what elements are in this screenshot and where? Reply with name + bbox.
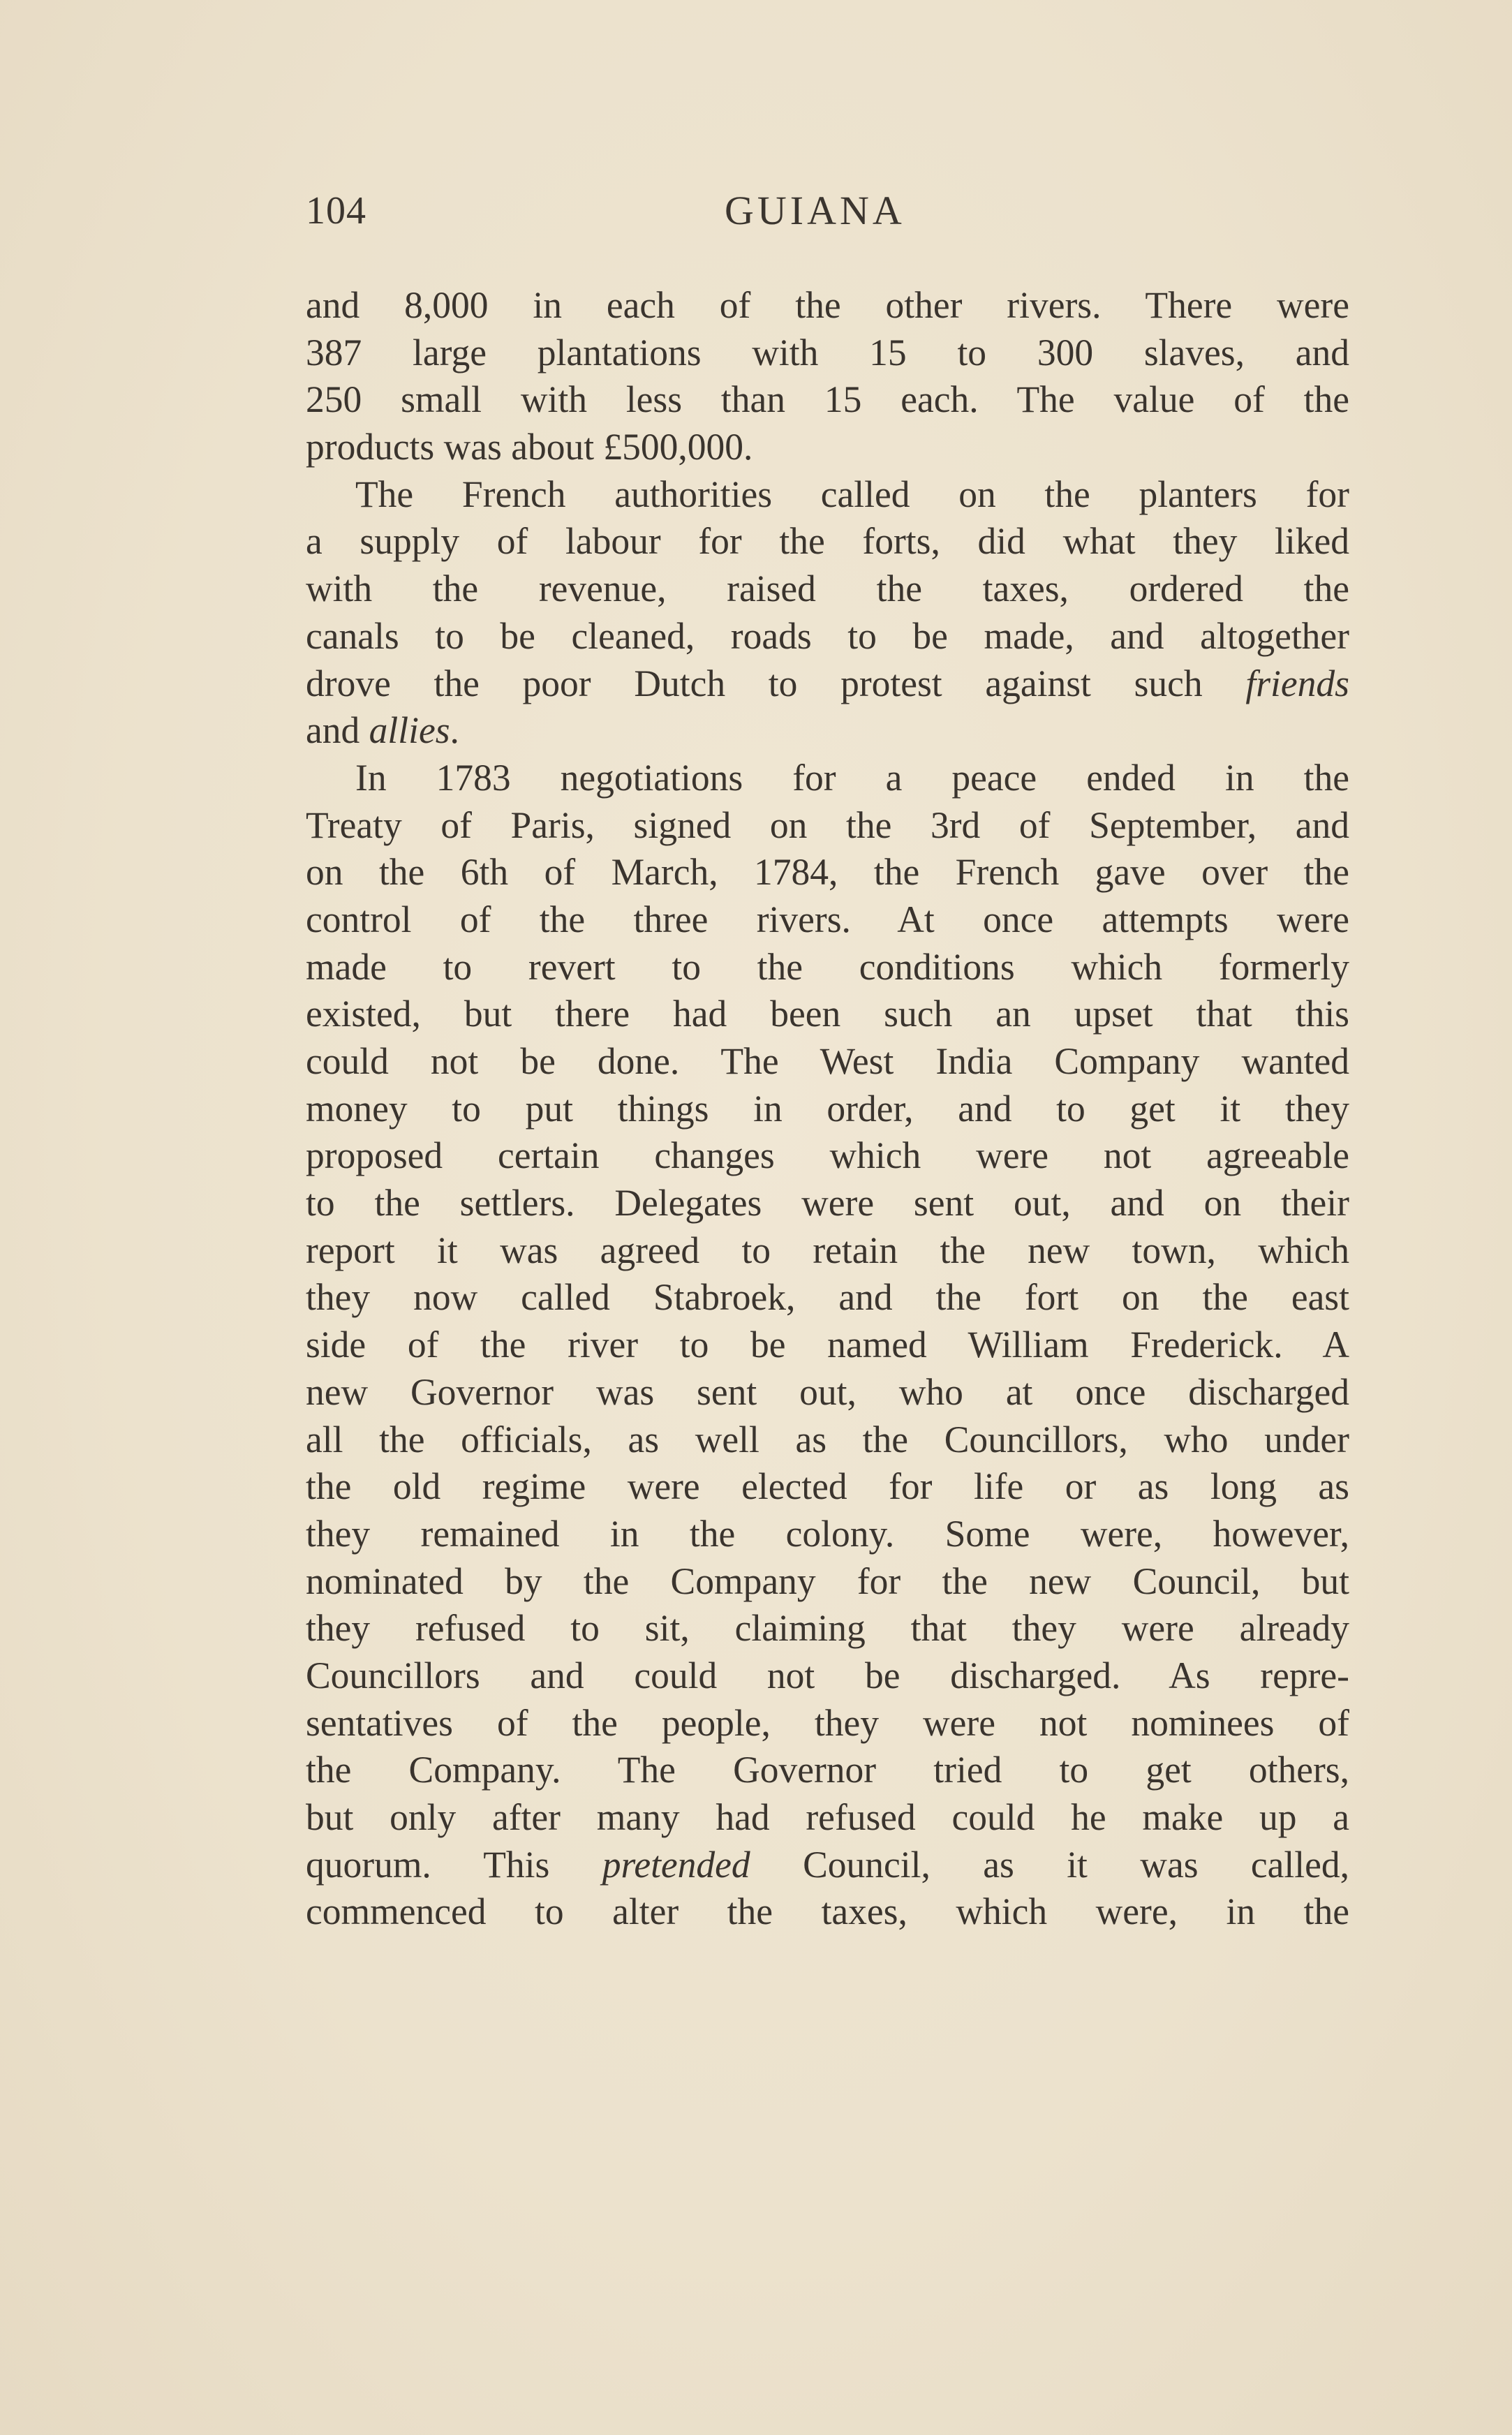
text-segment: canals to be cleaned, roads to be made, and altogether	[306, 614, 1349, 657]
text-line	[306, 1747, 1349, 1794]
text-segment: they refused to sit, claiming that they were already	[306, 1607, 1349, 1650]
text-line	[306, 1794, 1349, 1842]
text-segment: a supply of labour for the forts, did what they liked	[306, 520, 1349, 563]
text-line	[306, 1038, 1349, 1086]
text-segment: 387 large plantations with 15 to 300 slaves, and	[306, 331, 1349, 373]
text-segment: money to put things in order, and to get it they	[306, 1087, 1349, 1130]
text-line	[306, 1274, 1349, 1322]
text-line	[306, 1842, 1349, 1889]
text-line	[306, 1700, 1349, 1747]
text-line	[306, 1416, 1349, 1464]
text-segment: to the settlers. Delegates were sent out, and on their	[306, 1182, 1349, 1224]
text-line	[306, 424, 1349, 471]
text-line	[306, 1180, 1349, 1227]
text-line	[306, 1511, 1349, 1558]
italic-text: friends	[1245, 662, 1349, 704]
body-text	[306, 282, 1349, 1936]
text-line	[306, 1652, 1349, 1700]
text-line	[306, 1558, 1349, 1606]
text-line	[306, 376, 1349, 424]
text-segment: but only after many had refused could he make up a	[306, 1796, 1349, 1838]
text-segment: nominated by the Company for the new Council, but	[306, 1560, 1349, 1602]
text-line	[306, 755, 1349, 802]
text-line	[306, 330, 1349, 377]
text-segment: Treaty of Paris, signed on the 3rd of September, and	[306, 804, 1349, 846]
text-line	[306, 613, 1349, 660]
text-line	[306, 471, 1349, 519]
text-segment: 250 small with less than 15 each. The value of the	[306, 378, 1349, 421]
text-segment: Councillors and could not be discharged. As repre-	[306, 1654, 1349, 1696]
text-line	[306, 991, 1349, 1038]
text-line	[306, 1322, 1349, 1369]
text-segment: with the revenue, raised the taxes, ordered the	[306, 568, 1349, 610]
text-line	[306, 1605, 1349, 1652]
text-segment: side of the river to be named William Frederick. A	[306, 1324, 1349, 1366]
text-segment: the old regime were elected for life or as long as	[306, 1465, 1349, 1508]
text-segment: existed, but there had been such an upset that this	[306, 993, 1349, 1035]
text-line	[306, 518, 1349, 565]
text-line	[306, 944, 1349, 991]
italic-text: pretended	[602, 1843, 750, 1886]
italic-text: allies	[369, 709, 450, 752]
text-segment: In 1783 negotiations for a peace ended in the	[355, 756, 1349, 799]
text-segment: Council, as it was called,	[750, 1843, 1349, 1886]
text-segment: they now called Stabroek, and the fort on the east	[306, 1276, 1349, 1319]
text-line	[306, 1086, 1349, 1133]
text-line	[306, 1463, 1349, 1511]
running-head: GUIANA	[725, 188, 905, 233]
text-line	[306, 849, 1349, 896]
text-segment: made to revert to the conditions which formerly	[306, 945, 1349, 988]
text-line	[306, 1369, 1349, 1416]
text-segment: commenced to alter the taxes, which were, in the	[306, 1890, 1349, 1933]
text-line	[306, 565, 1349, 613]
text-segment: .	[450, 709, 459, 752]
text-line	[306, 660, 1349, 708]
text-segment: and 8,000 in each of the other rivers. There were	[306, 284, 1349, 326]
text-segment: and	[306, 709, 369, 752]
text-segment: The French authorities called on the planters for	[355, 473, 1349, 515]
text-segment: on the 6th of March, 1784, the French gave over the	[306, 851, 1349, 894]
text-segment: proposed certain changes which were not agreeable	[306, 1134, 1349, 1177]
text-line	[306, 896, 1349, 944]
text-line	[306, 1227, 1349, 1275]
text-segment: all the officials, as well as the Councillors, who under	[306, 1418, 1349, 1460]
text-segment: control of the three rivers. At once attempts were	[306, 898, 1349, 940]
page-number: 104	[306, 189, 366, 232]
text-segment: new Governor was sent out, who at once discharged	[306, 1370, 1349, 1413]
text-line	[306, 802, 1349, 850]
text-line	[306, 282, 1349, 330]
text-segment: could not be done. The West India Company wanted	[306, 1040, 1349, 1082]
page-header	[306, 183, 1346, 239]
text-line	[306, 1888, 1349, 1936]
text-segment: sentatives of the people, they were not nominees of	[306, 1701, 1349, 1744]
text-segment: they remained in the colony. Some were, however,	[306, 1512, 1349, 1555]
text-segment: report it was agreed to retain the new town, which	[306, 1229, 1349, 1271]
text-line	[306, 707, 1349, 755]
text-segment: the Company. The Governor tried to get others,	[306, 1749, 1349, 1791]
text-segment: drove the poor Dutch to protest against such	[306, 662, 1246, 704]
text-line	[306, 1132, 1349, 1180]
text-segment: quorum. This	[306, 1843, 602, 1886]
text-segment: products was about £500,000.	[306, 426, 753, 468]
